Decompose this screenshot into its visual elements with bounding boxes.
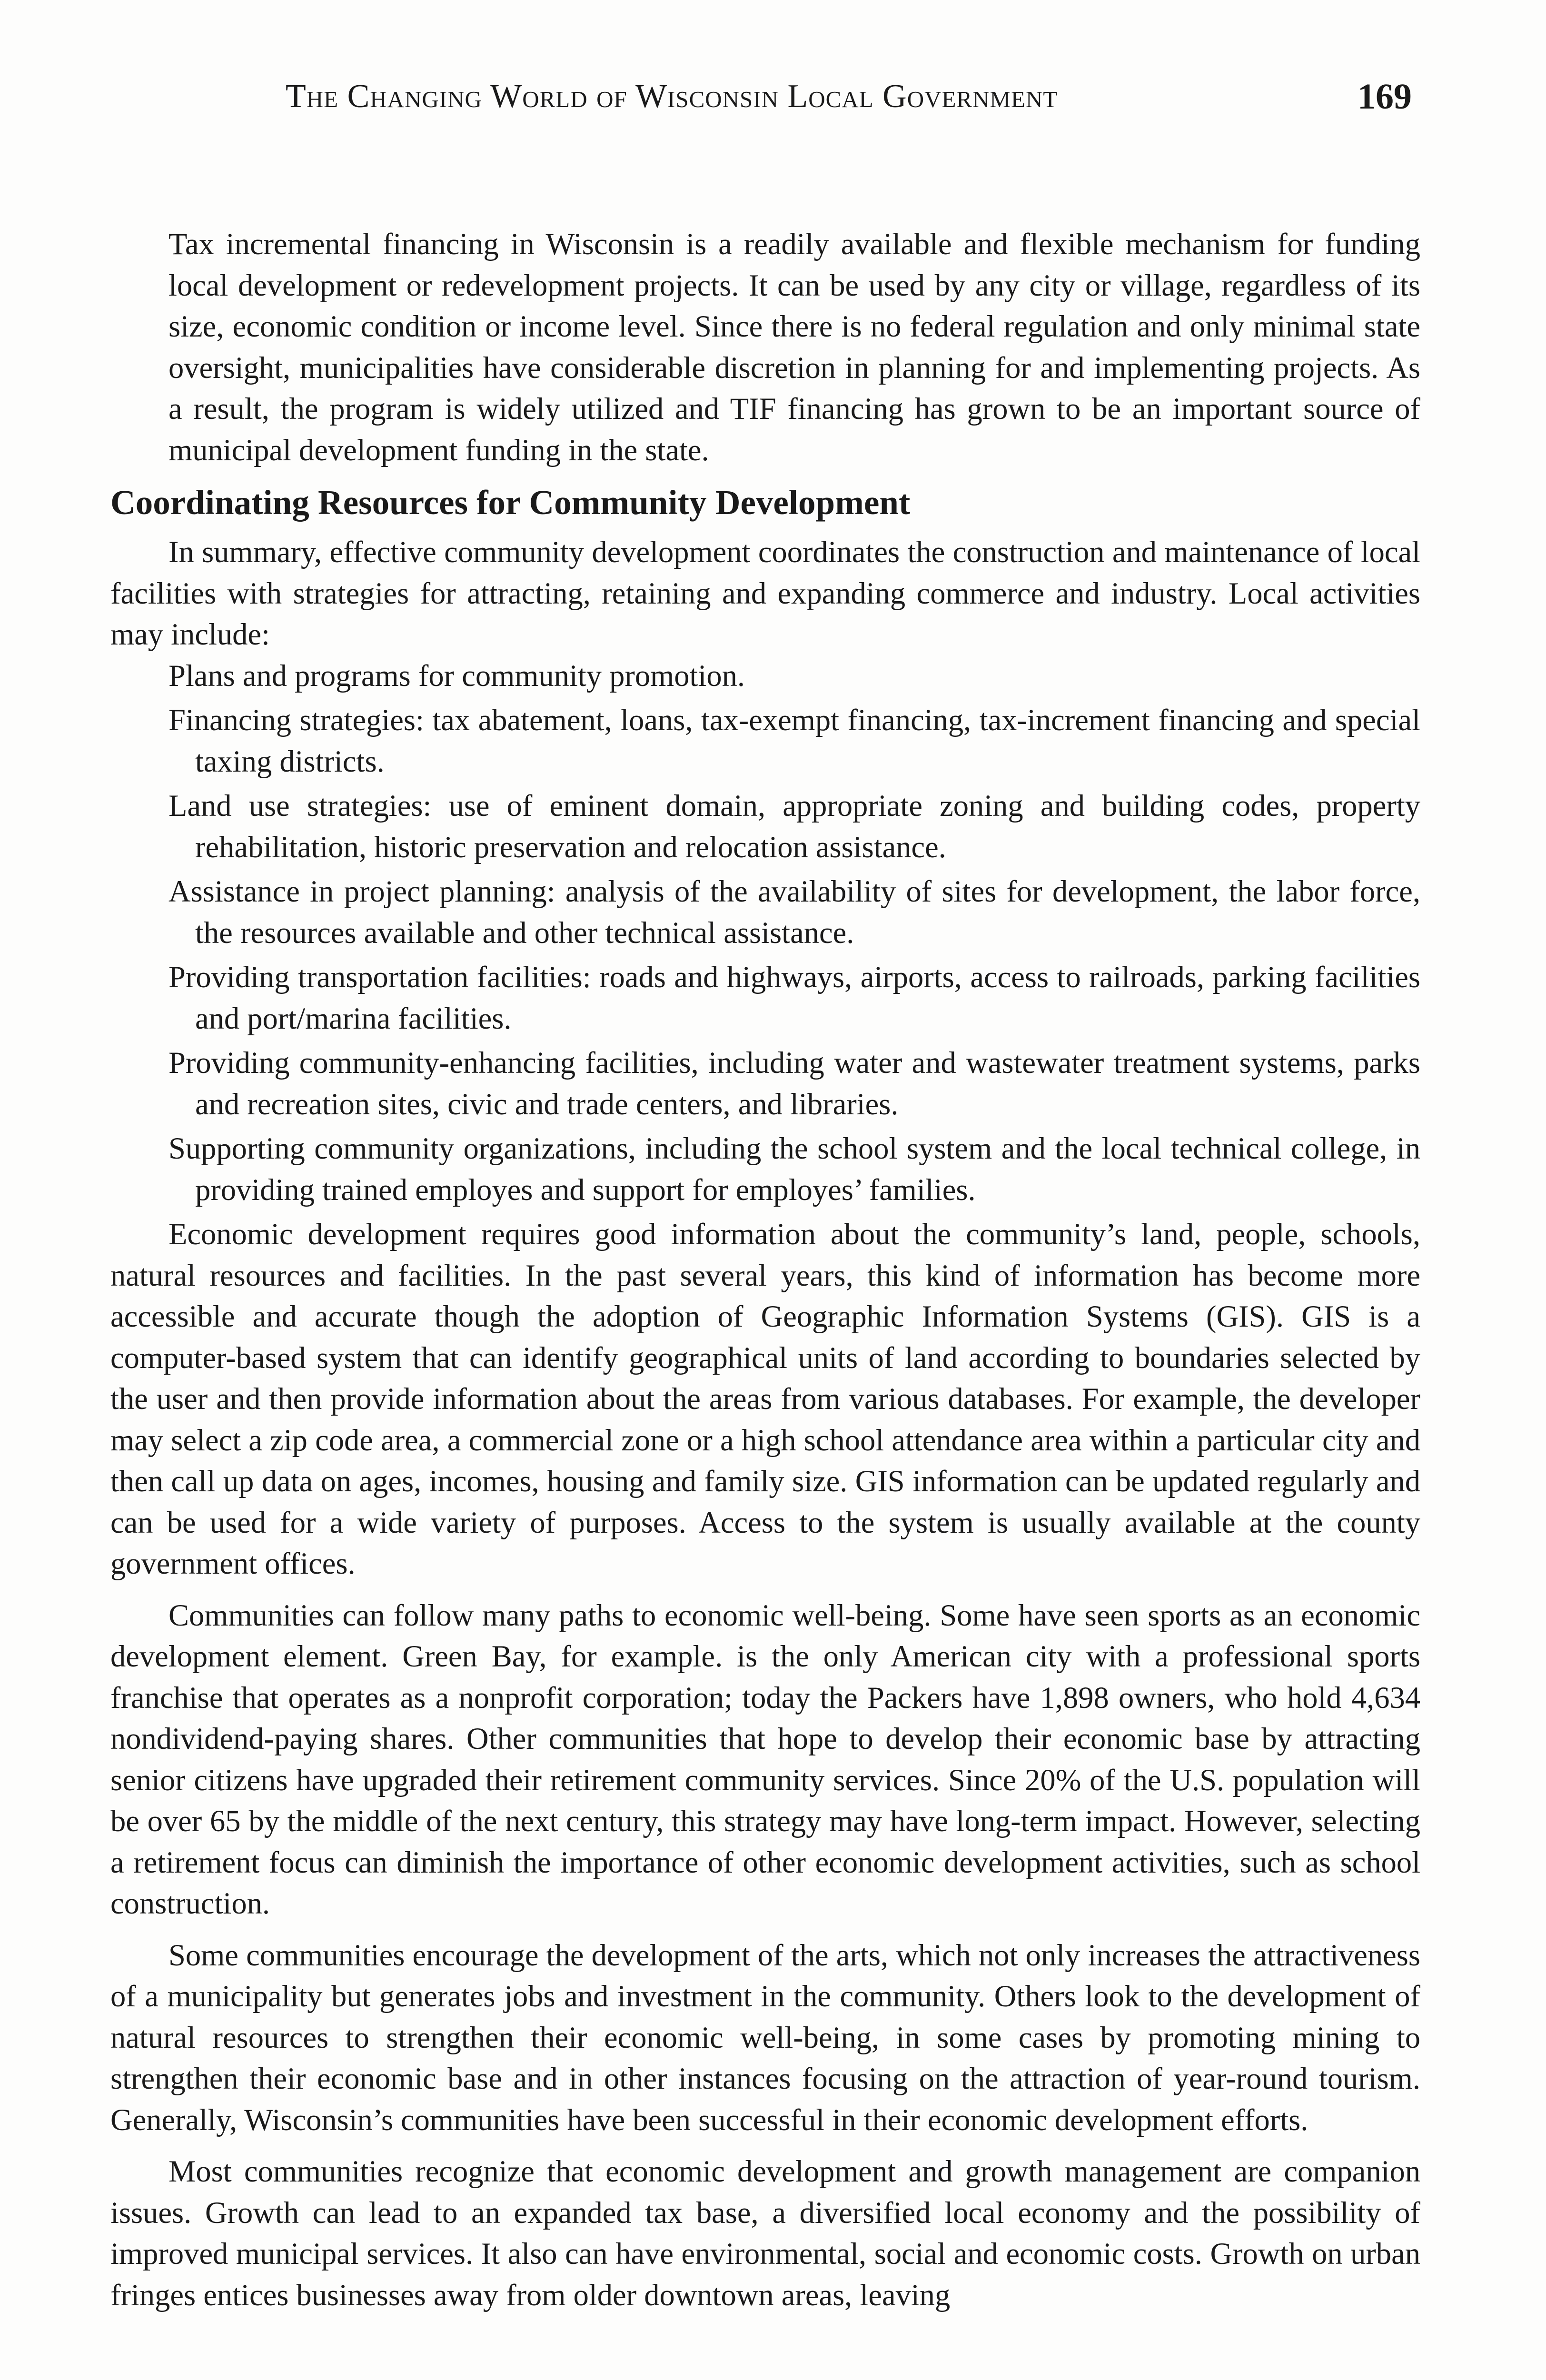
list-item: Providing community-enhancing facilities, including water and wastewater treatment systems, parks and recreation sites, civic and trade centers, and libraries. — [168, 1046, 1420, 1121]
page-number: 169 — [1358, 77, 1412, 117]
body-paragraph: Some communities encourage the development of the arts, which not only increases the attractiveness of a municipality but generates jobs and investment in the community. Others look to the development of natural resources to strengthen their economic well-being, in some cases by promoting mining to strengthen their economic base and in other instances focusing on the attraction of year-round tourism. Generally, Wisconsin’s communities have been successful in their economic development efforts. — [110, 1938, 1420, 2137]
running-title: The Changing World of Wisconsin Local Government — [286, 78, 1058, 115]
list-item: Providing transportation facilities: roads and highways, airports, access to railroads, parking facilities and port/marina facilities. — [168, 960, 1420, 1035]
running-head — [286, 80, 1058, 113]
activity-list — [110, 655, 1420, 1211]
section-lead-paragraph: In summary, effective community development coordinates the construction and maintenance of local facilities with strategies for attracting, retaining and expanding commerce and industry. Local activities may include: — [110, 535, 1420, 651]
body-paragraph: Economic development requires good information about the community’s land, people, schools, natural resources and facilities. In the past several years, this kind of information has become more accessible and accurate though the adoption of Geographic Information Systems (GIS). GIS is a computer-based system that can identify geographical units of land according to boundaries selected by the user and then provide information about the areas from various databases. For example, the developer may select a zip code area, a commercial zone or a high school attendance area within a particular city and then call up data on ages, incomes, housing and family size. GIS information can be updated regularly and can be used for a wide variety of purposes. Access to the system is usually available at the county government offices. — [110, 1217, 1420, 1580]
body-paragraph: Communities can follow many paths to economic well-being. Some have seen sports as an economic development element. Green Bay, for example. is the only American city with a professional sports franchise that operates as a nonprofit corporation; today the Packers have 1,898 owners, who hold 4,634 nondividend-paying shares. Other communities that hope to develop their economic base by attracting senior citizens have upgraded their retirement community services. Since 20% of the U.S. population will be over 65 by the middle of the next century, this strategy may have long-term impact. However, selecting a retirement focus can diminish the importance of other economic development activities, such as school construction. — [110, 1598, 1420, 1920]
list-item: Plans and programs for community promotion. — [168, 658, 745, 693]
list-item: Land use strategies: use of eminent domain, appropriate zoning and building codes, property rehabilitation, historic preservation and relocation assistance. — [168, 789, 1420, 864]
body-paragraph: Most communities recognize that economic development and growth management are companion issues. Growth can lead to an expanded tax base, a diversified local economy and the possibility of improved municipal services. It also can have environmental, social and economic costs. Growth on urban fringes entices businesses away from older downtown areas, leaving — [110, 2154, 1420, 2312]
section-heading: Coordinating Resources for Community Development — [110, 483, 911, 522]
list-item: Supporting community organizations, including the school system and the local technical college, in providing trained employes and support for employes’ families. — [168, 1131, 1420, 1207]
list-item: Assistance in project planning: analysis of the availability of sites for development, the labor force, the resources available and other technical assistance. — [168, 874, 1420, 950]
intro-paragraph: Tax incremental financing in Wisconsin is a readily available and flexible mechanism for funding local development or redevelopment projects. It can be used by any city or village, regardless of its size, economic condition or income level. Since there is no federal regulation and only minimal state oversight, municipalities have considerable discretion in planning for and implementing projects. As a result, the program is widely utilized and TIF financing has grown to be an important source of municipal development funding in the state. — [168, 227, 1420, 467]
body-text — [110, 224, 1420, 2316]
list-item: Financing strategies: tax abatement, loans, tax-exempt financing, tax-increment financing and special taxing districts. — [168, 703, 1420, 778]
